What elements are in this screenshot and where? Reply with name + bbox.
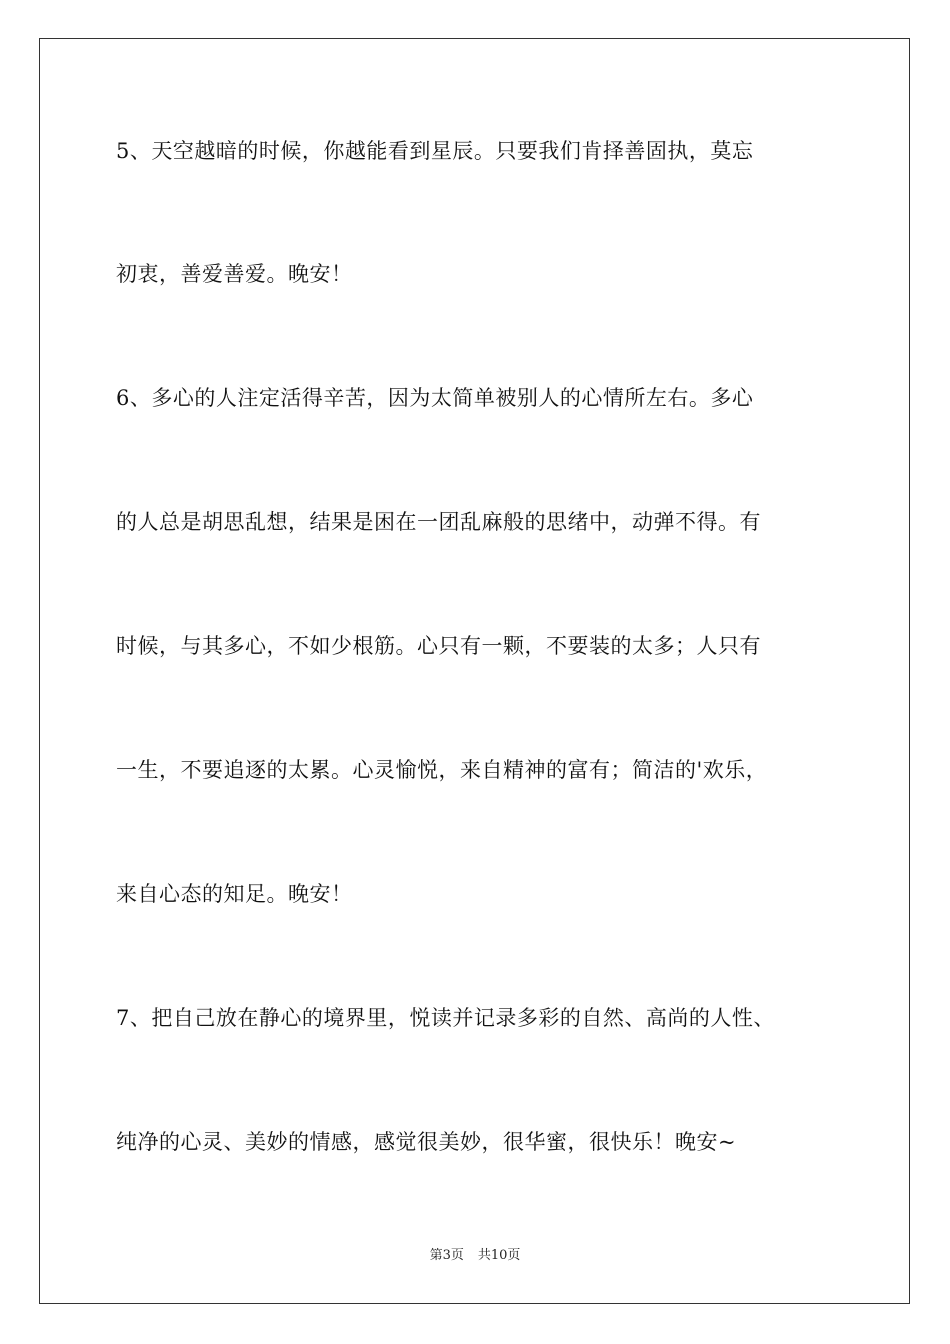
text-line: 时候，与其多心，不如少根筋。心只有一颗，不要装的太多；人只有 (116, 634, 761, 658)
text-line: 6、多心的人注定活得辛苦，因为太简单被别人的心情所左右。多心 (116, 386, 754, 410)
text-line: 7、把自己放在静心的境界里，悦读并记录多彩的自然、高尚的人性、 (116, 1006, 775, 1030)
text-line: 来自心态的知足。晚安！ (116, 882, 353, 906)
page-footer (0, 1247, 950, 1265)
page-total: 共10页 (477, 1248, 521, 1263)
text-line: 一生，不要追逐的太累。心灵愉悦，来自精神的富有；简洁的'欢乐， (116, 758, 768, 782)
text-line: 初衷，善爱善爱。晚安！ (116, 262, 353, 286)
text-line: 纯净的心灵、美妙的情感，感觉很美妙，很华蜜，很快乐！晚安~ (116, 1130, 737, 1154)
text-line: 的人总是胡思乱想，结果是困在一团乱麻般的思绪中，动弹不得。有 (116, 510, 761, 534)
page-number: 第3页 (429, 1248, 464, 1263)
text-line: 5、天空越暗的时候，你越能看到星辰。只要我们肯择善固执，莫忘 (116, 139, 754, 163)
page-frame (39, 38, 910, 1304)
